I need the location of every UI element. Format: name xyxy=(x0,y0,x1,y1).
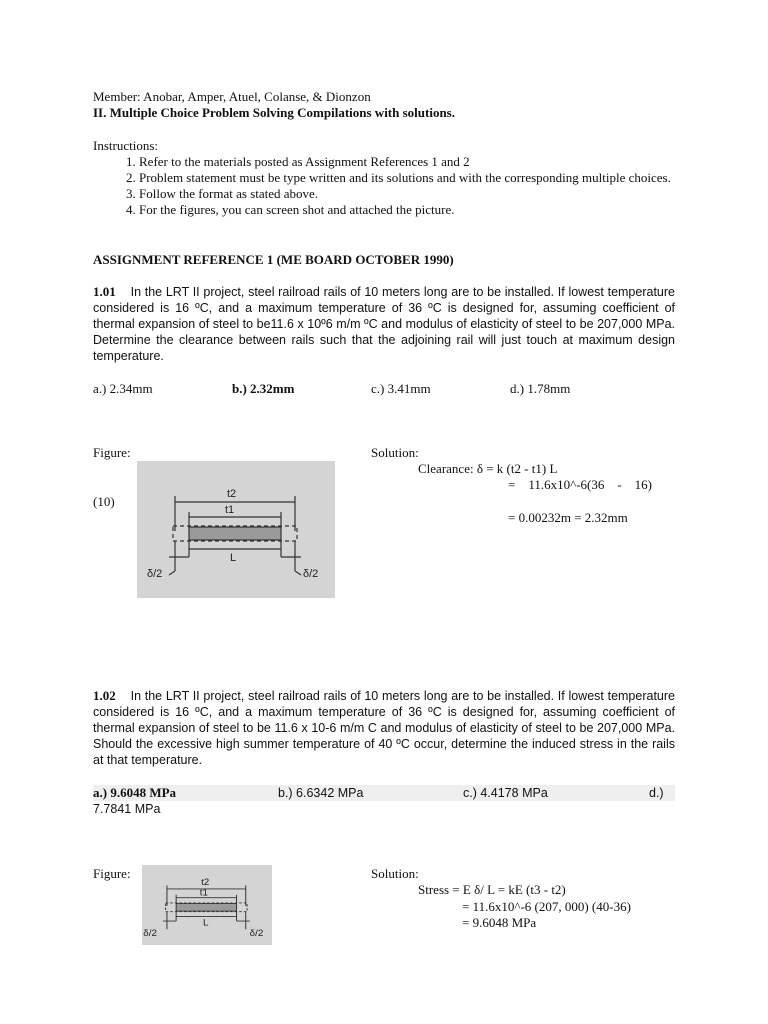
document-heading: II. Multiple Choice Problem Solving Compilations with solutions. xyxy=(93,105,455,120)
label-left-gap: δ/2 xyxy=(147,568,163,580)
choices-highlight-row xyxy=(93,785,675,801)
instruction-item: 3. Follow the format as stated above. xyxy=(139,186,721,202)
choice-b-correct: b.) 2.32mm xyxy=(232,381,295,396)
instruction-item: 2. Problem statement must be type written and its solutions and with the corresponding multiple choices. xyxy=(139,170,721,186)
figure-label: Figure: xyxy=(93,866,131,881)
label-l: L xyxy=(203,918,209,928)
problem-number: 1.02 xyxy=(93,688,116,703)
rail-expansion-figure-small xyxy=(142,865,272,945)
choice-c: c.) 3.41mm xyxy=(371,381,431,396)
solution-label: Solution: xyxy=(371,445,419,460)
label-right-gap: δ/2 xyxy=(303,568,319,580)
label-t2: t2 xyxy=(227,488,237,500)
instructions-list xyxy=(93,154,721,218)
choice-a-correct: a.) 9.6048 MPa xyxy=(93,785,177,800)
solution-line: Clearance: δ = k (t2 - t1) L xyxy=(418,461,558,476)
rail-expansion-figure xyxy=(137,461,335,598)
label-l: L xyxy=(230,552,237,564)
rail-diagram xyxy=(137,461,335,598)
label-t1: t1 xyxy=(199,887,208,898)
section-title: ASSIGNMENT REFERENCE 1 (ME BOARD OCTOBER 1990) xyxy=(93,252,454,267)
problem-1-02-statement xyxy=(93,688,675,768)
choice-b: b.) 6.6342 MPa xyxy=(278,786,364,800)
label-right-gap: δ/2 xyxy=(249,928,264,939)
figure-number: (10) xyxy=(93,494,115,509)
solution-label: Solution: xyxy=(371,866,419,881)
instruction-item: 4. For the figures, you can screen shot and attached the picture. xyxy=(139,202,721,218)
solution-line: = 11.6x10^-6(36 - 16) xyxy=(508,477,653,492)
solution-line: = 11.6x10^-6 (207, 000) (40-36) xyxy=(462,899,631,914)
instructions-label: Instructions: xyxy=(93,138,158,153)
choice-a: a.) 2.34mm xyxy=(93,381,153,396)
choice-d: d.) 1.78mm xyxy=(510,381,571,396)
choice-d-value: 7.7841 MPa xyxy=(93,802,161,816)
choice-d: d.) xyxy=(649,786,664,800)
solution-line: = 0.00232m = 2.32mm xyxy=(508,510,628,525)
problem-number: 1.01 xyxy=(93,284,116,299)
figure-label: Figure: xyxy=(93,445,131,460)
problem-text: In the LRT II project, steel railroad rails of 10 meters long are to be installed. If lowest temperature considered is 16 ºC, and a maximum temperature of 36 ºC is designed for, assuming coefficient of thermal expansion of steel to be11.6 x 10º6 m/m ºC and modulus of elasticity of steel to be 207,000 MPa. Determine the clearance between rails such that the adjoining rail will just touch at maximum design temperature. xyxy=(93,285,675,363)
member-list: Member: Anobar, Amper, Atuel, Colanse, & Dionzon xyxy=(93,89,371,104)
problem-text: In the LRT II project, steel railroad rails of 10 meters long are to be installed. If lowest temperature considered is 16 ºC, and a maximum temperature of 36 ºC is designed for, assuming coefficient of thermal expansion of steel to be 11.6 x 10-6 m/m C and modulus of elasticity of steel to be 207,000 MPa. Should the excessive high summer temperature of 40 ºC occur, determine the induced stress in the rails at that temperature. xyxy=(93,689,675,767)
rail-diagram xyxy=(142,865,272,945)
solution-line: = 9.6048 MPa xyxy=(462,915,537,930)
solution-line: Stress = E δ/ L = kE (t3 - t2) xyxy=(418,882,566,897)
label-t2: t2 xyxy=(201,877,210,887)
instruction-item: 1. Refer to the materials posted as Assignment References 1 and 2 xyxy=(139,154,721,170)
label-left-gap: δ/2 xyxy=(143,928,157,939)
label-t1: t1 xyxy=(225,504,235,516)
problem-1-01-statement xyxy=(93,284,675,364)
choice-c: c.) 4.4178 MPa xyxy=(463,786,548,800)
